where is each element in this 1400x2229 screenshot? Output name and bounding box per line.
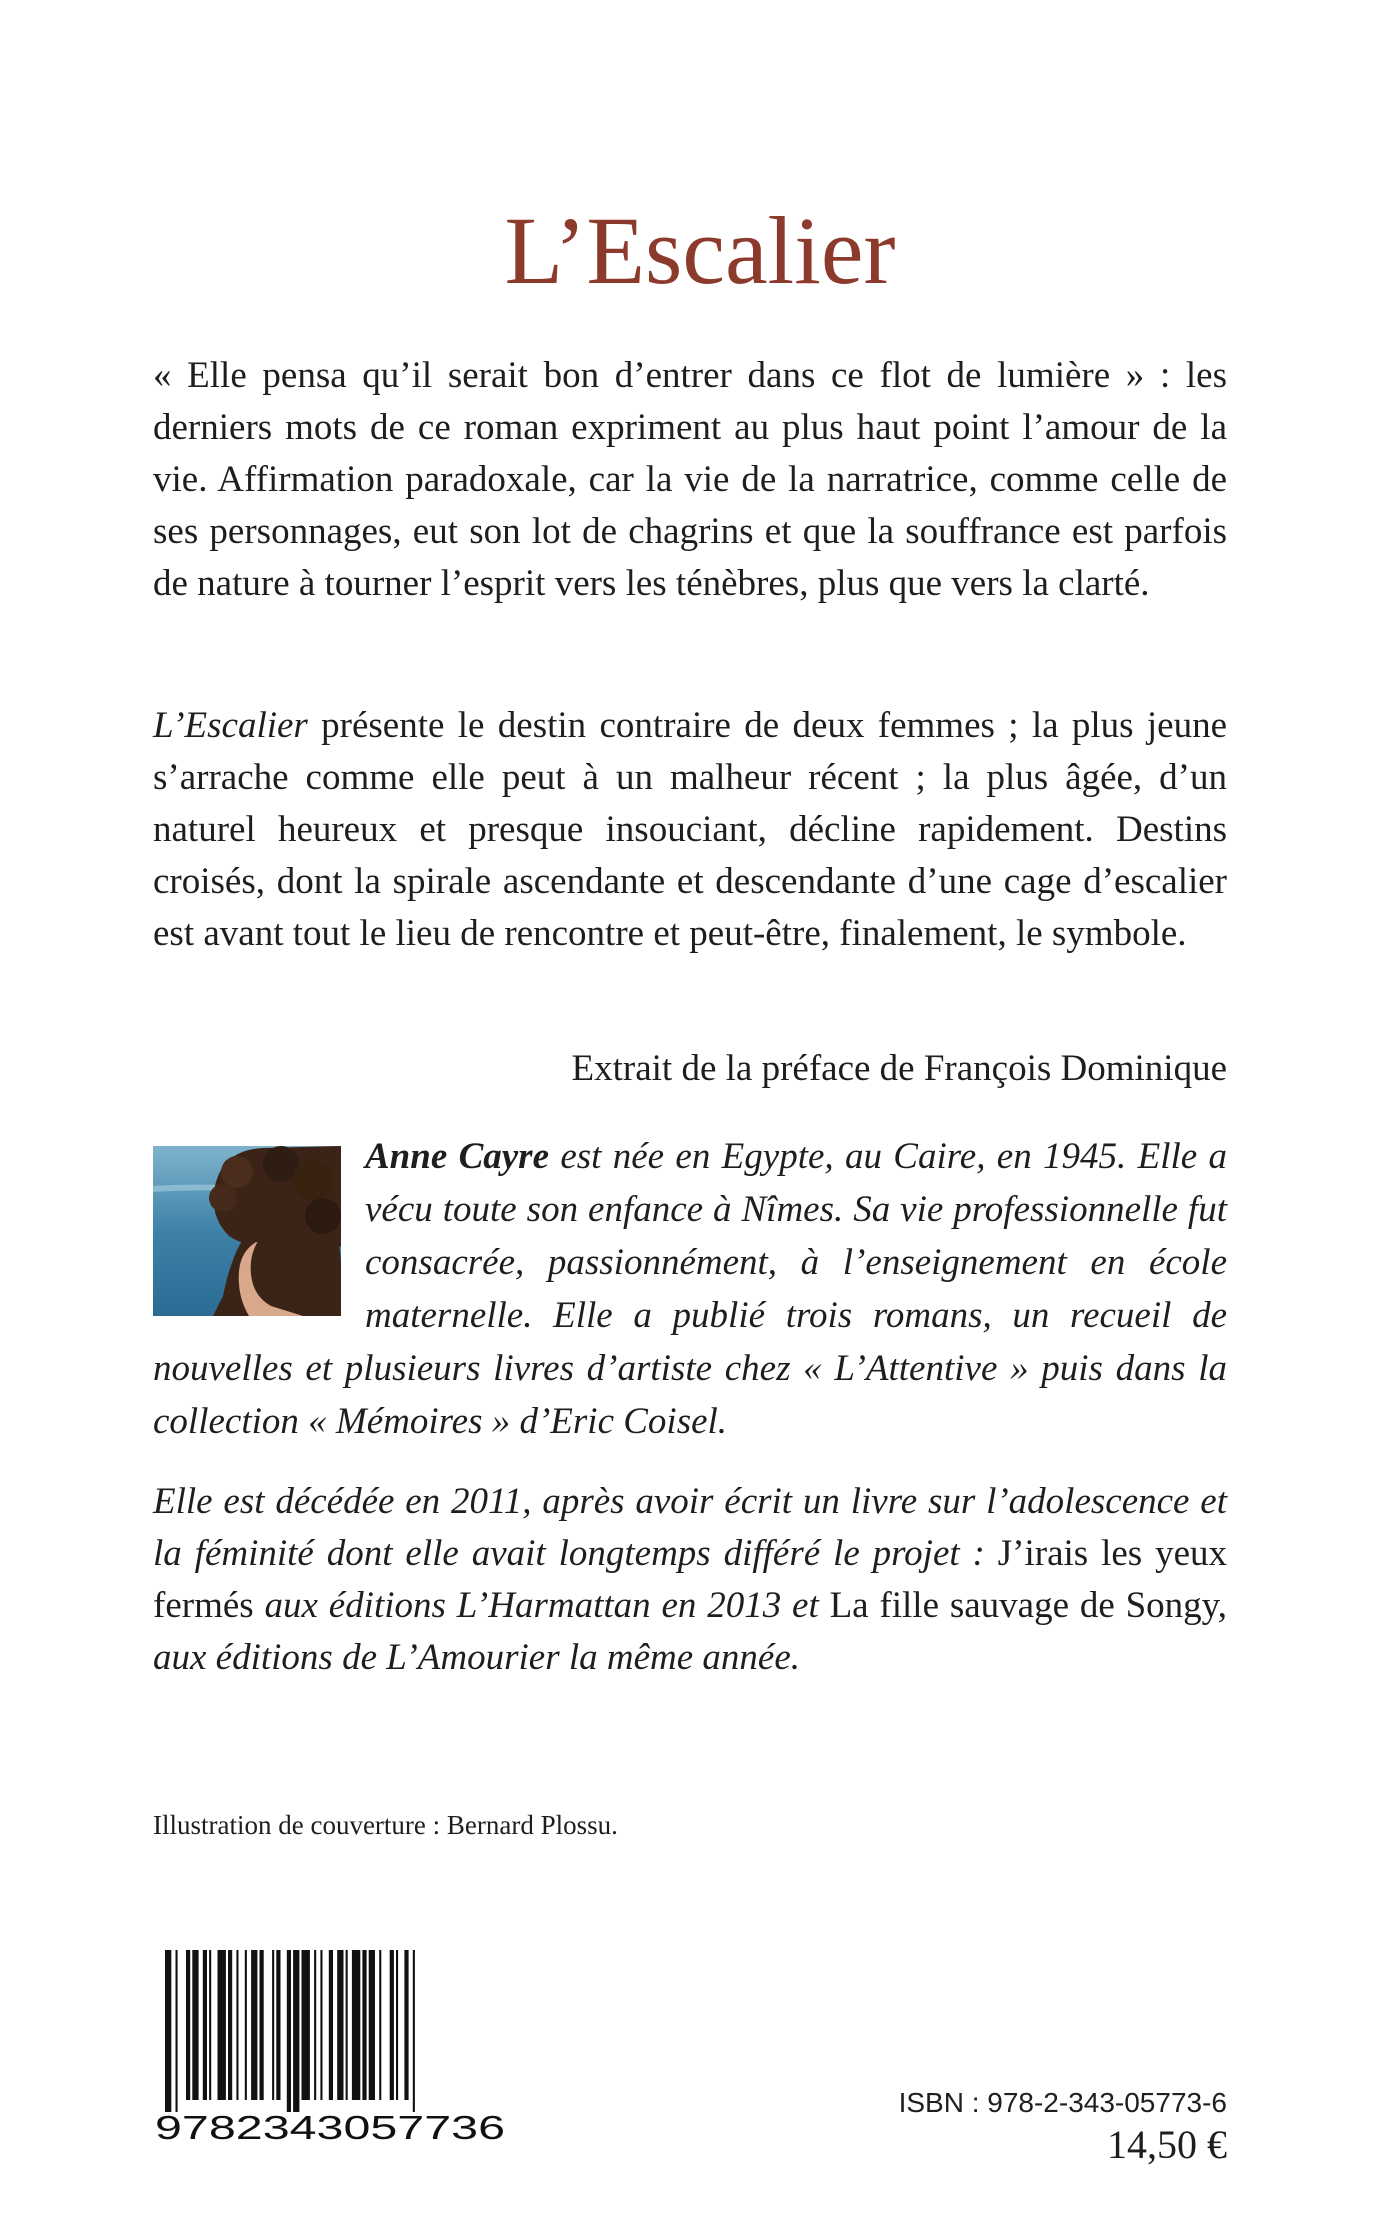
barcode-bar xyxy=(186,1950,190,2100)
barcode-bar xyxy=(337,1950,343,2100)
barcode-bar xyxy=(236,1950,238,2100)
synopsis-paragraph-2 xyxy=(153,700,1227,960)
barcode-bar xyxy=(272,1950,274,2100)
author-death-text-3: aux éditions de L’Amourier la même année. xyxy=(153,1637,801,1678)
author-biography-text: est née en Egypte, au Caire, en 1945. Elle a vécu toute son enfance à Nîmes. Sa vie professionnelle fut consacrée, passionnément, à l’enseignement en école maternelle. Elle a publié trois romans, un recueil de nouvelles et plusieurs livres d’artiste chez « L’Attentive » puis dans la collection « Mémoires » d’Eric Coisel. xyxy=(153,1136,1227,1442)
book-title-reference: L’Escalier xyxy=(153,705,308,746)
barcode-bar xyxy=(314,1950,316,2100)
barcode-bar xyxy=(165,1950,171,2112)
barcode-bar xyxy=(176,1950,178,2112)
barcode-bar xyxy=(245,1950,247,2100)
author-death-text-1: Elle est décédée en 2011, après avoir écrit un livre sur l’adolescence et la féminité dont elle avait longtemps différé le projet : xyxy=(153,1481,1227,1574)
barcode-bar xyxy=(276,1950,280,2100)
barcode-bar xyxy=(320,1950,322,2100)
barcode-number: 9782343057736 xyxy=(155,2109,505,2146)
barcode-bar xyxy=(346,1950,348,2100)
barcode-bar xyxy=(218,1950,226,2100)
barcode-bar xyxy=(251,1950,257,2100)
price: 14,50 € xyxy=(1107,2122,1227,2167)
author-name: Anne Cayre xyxy=(365,1136,550,1177)
barcode-bar xyxy=(413,1950,415,2112)
preface-attribution: Extrait de la préface de François Dominique xyxy=(571,1048,1227,1089)
barcode-bar xyxy=(362,1950,366,2100)
barcode-bar xyxy=(404,1950,408,2100)
illustration-credit: Illustration de couverture : Bernard Plossu. xyxy=(153,1810,618,1840)
author-death-text-2: aux éditions L’Harmattan en 2013 et xyxy=(253,1585,830,1626)
barcode-bar xyxy=(228,1950,232,2100)
author-photo xyxy=(153,1146,341,1316)
barcode-bar xyxy=(352,1950,360,2100)
author-death-paragraph xyxy=(153,1476,1227,1684)
isbn: ISBN : 978-2-343-05773-6 xyxy=(898,2087,1227,2118)
barcode-bar xyxy=(203,1950,207,2100)
book-title: L’Escalier xyxy=(504,197,896,304)
barcode-bar xyxy=(287,1950,291,2112)
barcode-bar xyxy=(369,1950,375,2100)
barcode-bar xyxy=(192,1950,198,2100)
book-title-jirais: J’irais les yeux fermés xyxy=(153,1533,1227,1626)
barcode xyxy=(153,1946,513,2146)
barcode-bar xyxy=(329,1950,333,2100)
barcode-bar xyxy=(379,1950,381,2100)
barcode-bar xyxy=(390,1950,394,2100)
barcode-bar xyxy=(260,1950,264,2100)
barcode-bar xyxy=(302,1950,310,2100)
book-title-fille-sauvage: La fille sauvage de Songy, xyxy=(829,1585,1227,1626)
barcode-bar xyxy=(209,1950,211,2100)
barcode-bar xyxy=(396,1950,398,2100)
synopsis-paragraph-2-text: présente le destin contraire de deux femmes ; la plus jeune s’arrache comme elle peut à un malheur récent ; la plus âgée, d’un naturel heureux et presque insouciant, décline rapidement. Destins croisés, dont la spirale ascendante et descendante d’une cage d’escalier est avant tout le lieu de rencontre et peut-être, finalement, le symbole. xyxy=(153,705,1227,954)
barcode-bar xyxy=(293,1950,299,2112)
synopsis-paragraph-1: « Elle pensa qu’il serait bon d’entrer dans ce flot de lumière » : les derniers mots de ce roman expriment au plus haut point l’amour de la vie. Affirmation paradoxale, car la vie de la narratrice, comme celle de ses personnages, eut son lot de chagrins et que la souffrance est parfois de nature à tourner l’esprit vers les ténèbres, plus que vers la clarté. xyxy=(153,355,1227,604)
